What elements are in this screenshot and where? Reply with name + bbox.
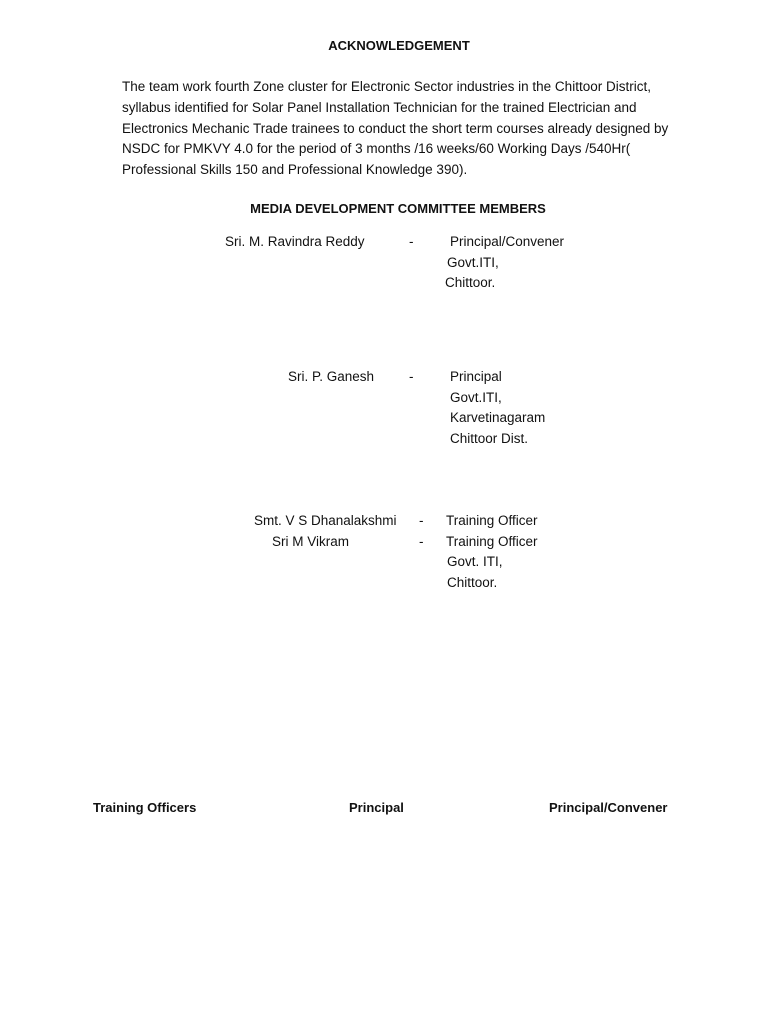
member-2-name: Sri. P. Ganesh: [288, 369, 375, 384]
acknowledgement-paragraph: The team work fourth Zone cluster for Electronic Sector industries in the Chittoor District, syllabus identified for Solar Panel Installation Technician for the trained Electrician and Electronics Mechanic Trade trainees to conduct the short term courses already designed by NSDC for PMKVY 4.0 for the period of 3 months /16 weeks/60 Working Days /540Hr( Professional Skills 150 and Professional Knowledge 390).: [122, 79, 669, 178]
member-1-dash: -: [409, 234, 414, 249]
member-4-dash: -: [419, 534, 424, 549]
signature-principal: Principal: [349, 800, 404, 815]
member-2-dash: -: [409, 369, 414, 384]
member-4-name: Sri M Vikram: [272, 534, 350, 549]
member-2-role: Principal: [450, 369, 502, 384]
signature-training-officers: Training Officers: [93, 800, 197, 815]
member-4-address-2: Chittoor.: [447, 575, 498, 590]
member-4-role: Training Officer: [446, 534, 538, 549]
member-1-address-2: Chittoor.: [445, 275, 496, 290]
member-3-name: Smt. V S Dhanalakshmi: [254, 513, 397, 528]
member-2-address-2: Karvetinagaram: [450, 410, 546, 425]
member-2-address-3: Chittoor Dist.: [450, 431, 529, 446]
member-1-name: Sri. M. Ravindra Reddy: [225, 234, 365, 249]
member-3-dash: -: [419, 513, 424, 528]
member-4-address-1: Govt. ITI,: [447, 554, 503, 569]
committee-title: MEDIA DEVELOPMENT COMMITTEE MEMBERS: [250, 201, 546, 216]
member-1-address-1: Govt.ITI,: [447, 255, 499, 270]
page-title: ACKNOWLEDGEMENT: [328, 38, 470, 53]
member-2-address-1: Govt.ITI,: [450, 390, 502, 405]
signature-principal-convener: Principal/Convener: [549, 800, 668, 815]
member-1-role: Principal/Convener: [450, 234, 565, 249]
member-3-role: Training Officer: [446, 513, 538, 528]
